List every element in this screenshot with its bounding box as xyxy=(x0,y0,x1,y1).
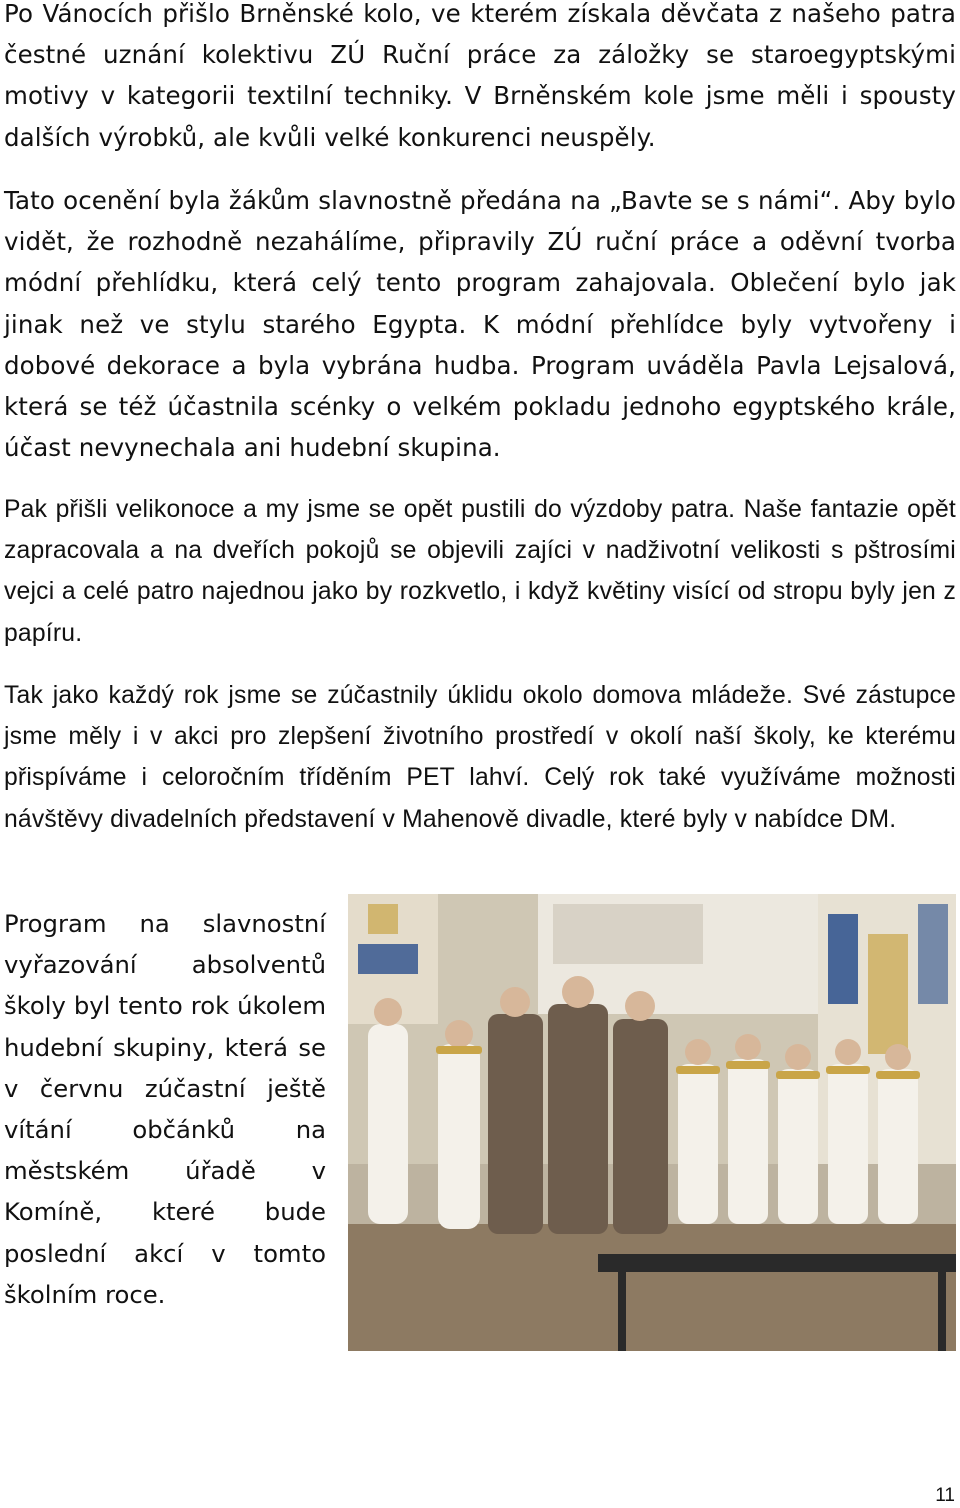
fashion-show-illustration xyxy=(348,894,956,1351)
paragraph-graduation-program: Program na slavnostní vyřazování absolventů školy byl tento rok úkolem hudební skupiny, která se v červnu zúčastní ještě vítání občánků na městském úřadě v Komíně, které bude poslední akcí v tomto školním roce. xyxy=(4,909,326,1309)
fashion-show-photo xyxy=(348,894,956,1351)
paragraph-brno-round: Po Vánocích přišlo Brněnské kolo, ve kterém získala děvčata z našeho patra čestné uznání kolektivu ZÚ Ruční práce za záložky se staroegyptskými motivy v kategorii textilní techniky. V Brněnském kole jsme měli i spousty dalších výrobků, ale kvůli velké konkurenci neuspěly. xyxy=(4,0,956,152)
page-number: 11 xyxy=(935,1485,955,1506)
paragraph-easter: Pak přišli velikonoce a my jsme se opět pustili do výzdoby patra. Naše fantazie opět zapracovala a na dveřích pokojů se objevili zajíci v nadživotní velikosti s pštrosími vejci a celé patro najednou jako by rozkvetlo, i když květiny visící od stropu byly jen z papíru. xyxy=(4,496,956,647)
paragraph-cleanup: Tak jako každý rok jsme se zúčastnily úklidu okolo domova mládeže. Své zástupce jsme měly i v akci pro zlepšení životního prostředí v okolí naší školy, ke kterému přispíváme i celoročním tříděním PET lahví. Celý rok také využíváme možnosti návštěvy divadelních představení v Mahenově divadle, které byly v nabídce DM. xyxy=(4,682,956,833)
paragraph-bavte-se-s-nami: Tato ocenění byla žákům slavnostně předána na „Bavte se s námi“. Aby bylo vidět, že rozhodně nezahálíme, připravily ZÚ ruční práce a oděvní tvorba módní přehlídku, která celý tento program zahajovala. Oblečení bylo jak jinak než ve stylu starého Egypta. K módní přehlídce byly vytvořeny i dobové dekorace a byla vybrána hudba. Program uváděla Pavla Lejsalová, která se též účastnila scénky o velkém pokladu jednoho egyptského krále, účast nevynechala ani hudební skupina. xyxy=(4,186,956,463)
